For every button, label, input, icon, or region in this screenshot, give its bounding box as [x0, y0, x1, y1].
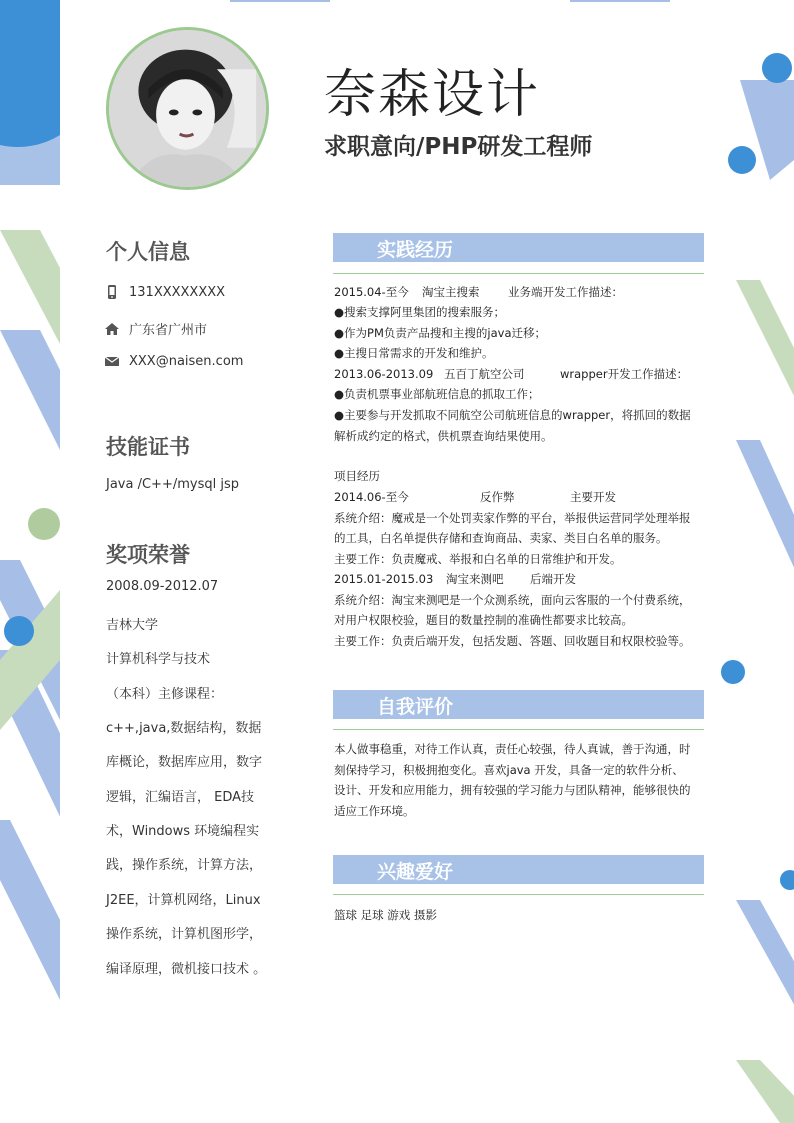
- dot-blue: [721, 660, 745, 684]
- avatar: [106, 27, 269, 190]
- self-eval-line: 本人做事稳重，对待工作认真，责任心较强，待人真诚，善于沟通，时: [334, 742, 691, 756]
- hobbies-text: 篮球 足球 游戏 摄影: [334, 908, 437, 922]
- section-title-personal: 个人信息: [106, 240, 190, 264]
- section-rule: [333, 729, 704, 730]
- project-period: 2015.01-2015.03: [334, 572, 434, 586]
- award-line: c++,java,数据结构，数据: [106, 721, 262, 736]
- skills-text: Java /C++/mysql jsp: [106, 477, 239, 492]
- top-line: [570, 0, 670, 2]
- dot-blue: [728, 146, 756, 174]
- project-detail-line: 主要工作：负责魔戒、举报和白名单的日常维护和开发。: [334, 552, 622, 566]
- profile-photo: [109, 30, 266, 187]
- applicant-name: 奈森设计: [324, 65, 541, 125]
- dot-blue: [4, 616, 34, 646]
- corner-circle: [0, 0, 60, 147]
- section-title-self-eval: 自我评价: [377, 696, 454, 718]
- job-detail-line: 解析成约定的格式，供机票查询结果使用。: [334, 429, 553, 443]
- mail-icon: [104, 353, 120, 369]
- dot-blue: [780, 870, 794, 890]
- project-name: 淘宝来测吧: [446, 572, 504, 586]
- project-detail-line: 系统介绍：淘宝来测吧是一个众测系统，面向云客服的一个付费系统，: [334, 593, 691, 607]
- self-eval-line: 适应工作环境。: [334, 804, 415, 818]
- email-row: [104, 353, 243, 369]
- section-title-awards: 奖项荣誉: [106, 543, 190, 567]
- award-line: 吉林大学: [106, 618, 159, 633]
- top-line: [230, 0, 330, 2]
- home-icon: [104, 321, 120, 337]
- email-text: XXX@naisen.com: [129, 353, 244, 369]
- job-intent: 求职意向/PHP研发工程师: [324, 134, 593, 160]
- job-header: [334, 366, 688, 382]
- project-subtitle: 项目经历: [334, 469, 380, 483]
- section-title-hobbies: 兴趣爱好: [377, 861, 454, 883]
- dot-green-dotted: [28, 508, 60, 540]
- award-line: J2EE，计算机网络，Linux: [106, 893, 261, 908]
- section-header-self-eval: [333, 690, 704, 719]
- self-eval-line: 设计、开发和应用能力，拥有较强的学习能力与团队精神，能够很快的: [334, 783, 691, 797]
- dot-blue: [762, 53, 792, 83]
- stripe-green: [736, 1060, 794, 1123]
- project-detail-line: 主要工作：负责后端开发，包括发题、答题、回收题目和权限校验等。: [334, 634, 691, 648]
- section-header-practice: [333, 233, 704, 262]
- job-desc: 业务端开发工作描述：: [508, 285, 623, 299]
- stripe-blue: [736, 900, 794, 1080]
- project-header: [334, 489, 616, 505]
- award-line: （本科）主修课程：: [106, 687, 224, 702]
- project-period: 2014.06-至今: [334, 490, 409, 504]
- job-detail-line: ●搜索支撑阿里集团的搜索服务；: [334, 305, 506, 319]
- section-header-hobbies: [333, 855, 704, 884]
- section-title-skills: 技能证书: [106, 435, 190, 459]
- address-text: 广东省广州市: [129, 323, 208, 338]
- job-company: 五百丁航空公司: [444, 367, 525, 381]
- award-line: 库概论，数据库应用，数字: [106, 755, 263, 770]
- award-line: 操作系统，计算机图形学，: [106, 927, 263, 942]
- section-rule: [333, 273, 704, 274]
- job-detail-line: ●主要参与开发抓取不同航空公司航班信息的wrapper，将抓回的数据: [334, 408, 691, 422]
- section-title-practice: 实践经历: [377, 239, 454, 261]
- award-line: 计算机科学与技术: [106, 652, 211, 667]
- project-detail-line: 系统介绍：魔戒是一个处罚卖家作弊的平台，举报供运营同学处理举报: [334, 511, 691, 525]
- stripe-blue: [736, 440, 794, 660]
- phone-icon: [104, 284, 120, 300]
- job-period: 2013.06-2013.09: [334, 367, 434, 381]
- job-detail-line: ●作为PM负责产品搜和主搜的java迁移；: [334, 326, 546, 340]
- job-header: [334, 284, 623, 300]
- project-detail-line: 对用户权限校验，题目的数量控制的准确性都要求比较高。: [334, 613, 633, 627]
- self-eval-line: 刻保持学习，积极拥抱变化。喜欢java 开发，具备一定的软件分析、: [334, 763, 684, 777]
- project-role: 主要开发: [570, 490, 616, 504]
- award-line: 术，Windows 环境编程实: [106, 824, 260, 839]
- job-detail-line: ●负责机票事业部航班信息的抓取工作；: [334, 387, 540, 401]
- project-role: 后端开发: [530, 572, 576, 586]
- award-line: 践，操作系统，计算方法，: [106, 858, 263, 873]
- phone-row: [104, 284, 225, 300]
- award-line: 编译原理，微机接口技术 。: [106, 962, 267, 977]
- project-header: [334, 571, 576, 587]
- project-name: 反作弊: [480, 490, 515, 504]
- award-line: 逻辑，汇编语言， EDA技: [106, 790, 255, 805]
- job-detail-line: ●主搜日常需求的开发和维护。: [334, 346, 494, 360]
- job-desc: wrapper开发工作描述：: [560, 367, 689, 381]
- phone-text: 131XXXXXXXX: [129, 284, 226, 300]
- job-period: 2015.04-至今: [334, 285, 409, 299]
- project-detail-line: 的工具，白名单提供存储和查询商品、卖家、类目白名单的服务。: [334, 531, 668, 545]
- job-company: 淘宝主搜索: [422, 285, 480, 299]
- address-row: [104, 319, 207, 338]
- section-rule: [333, 894, 704, 895]
- award-line: 2008.09-2012.07: [106, 579, 219, 594]
